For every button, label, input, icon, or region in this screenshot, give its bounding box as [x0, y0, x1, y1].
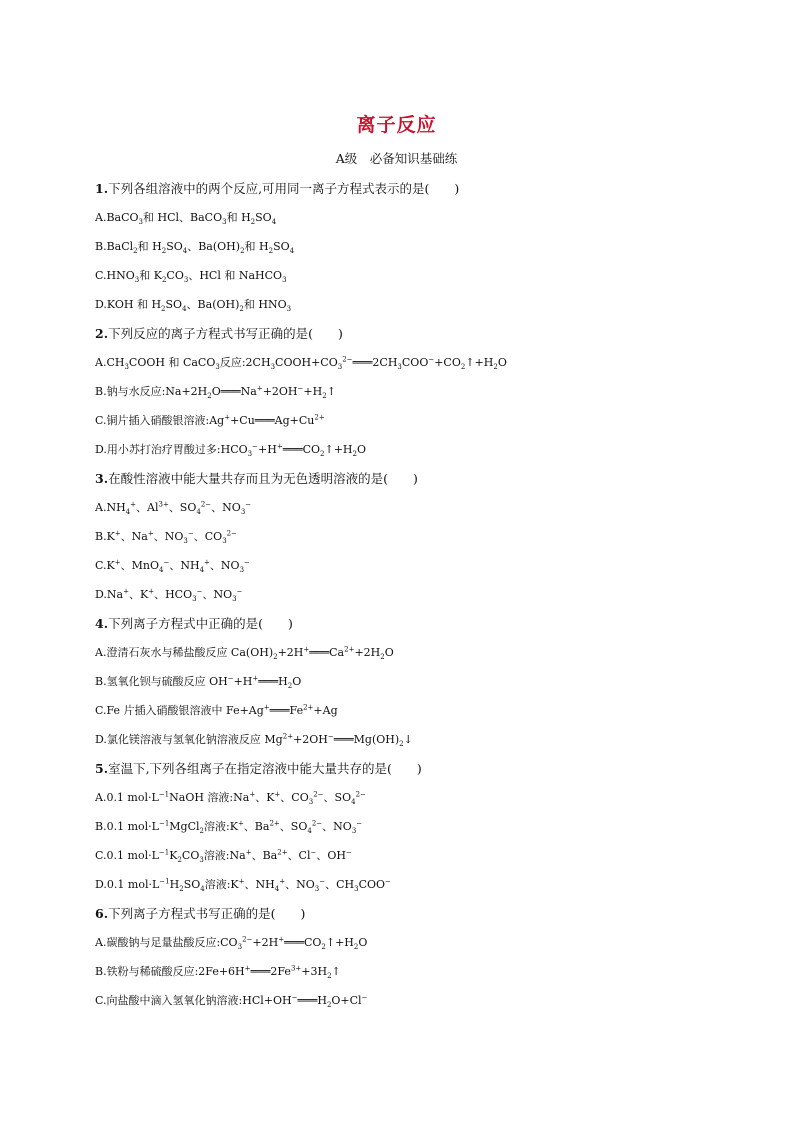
question-number: 6.: [95, 906, 109, 921]
question-stem: [95, 464, 735, 493]
question-text: 下列各组溶液中的两个反应,可用同一离子方程式表示的是( ): [108, 181, 460, 196]
answer-option: D.氯化镁溶液与氢氧化钠溶液反应 $Mg^{2+}+2OH^-═══Mg(OH)_2↓$: [95, 732, 413, 749]
answer-option: B.K+、Na+、$NO_3^-$、$CO_3^{2-}$: [95, 529, 237, 546]
answer-option: B.铁粉与稀硫酸反应$:2Fe+6H^+═══2Fe^{3+}+3H_2↑$: [95, 964, 341, 981]
answer-option: A.澄清石灰水与稀盐酸反应 $Ca(OH)_2+2H^+═══Ca^{2+}+2H_2O$: [95, 645, 394, 662]
question-text: 下列反应的离子方程式书写正确的是( ): [108, 326, 343, 341]
question-number: 5.: [95, 761, 109, 776]
question-list: [95, 174, 735, 1015]
question-number: 4.: [95, 616, 109, 631]
answer-option: D.0.1 $mol\cdot L^{-1}H_2SO_4$溶液:K+、$NH_4^+$、$NO_3^-$、$CH_3COO^-$: [95, 877, 391, 894]
question-stem: [95, 899, 735, 928]
question-text: 下列离子方程式中正确的是( ): [108, 616, 293, 631]
answer-option: C.0.1 $mol\cdot L^{-1}K_2CO_3$溶液:Na+、$Ba^{2+}$、Cl−、OH−: [95, 848, 352, 865]
answer-option: B.钠与水反应$:Na+2H_2O═══Na^++2OH^-+H_2↑$: [95, 384, 336, 401]
answer-option: D.Na+、K+、$HCO_3^-$、$NO_3^-$: [95, 587, 243, 604]
answer-option: $A.NH_4^+$、$Al^{3+}$、$SO_4^{2-}$、$NO_3^-$: [95, 500, 252, 517]
answer-option: A.碳酸钠与足量盐酸反应$:CO_3^{2-}+2H^+═══CO_2↑+H_2O$: [95, 935, 368, 952]
answer-option: B.0.1 $mol\cdot L^{-1}MgCl_2$溶液:K+、$Ba^{2+}$、$SO_4^{2-}$、$NO_3^-$: [95, 819, 363, 836]
question-stem: [95, 754, 735, 783]
answer-option: D.用小苏打治疗胃酸过多$:HCO_3^-+H^+═══CO_2↑+H_2O$: [95, 442, 367, 459]
answer-option: A.0.1 $mol\cdot L^{-1}NaOH$ 溶液:Na+、K+、$CO_3^{2-}$、$SO_4^{2-}$: [95, 790, 366, 807]
answer-option: A.BaCO$_3$和 HCl、BaCO$_3$和 $H_2SO_4$: [95, 211, 277, 227]
answer-option: C.Fe 片插入硝酸银溶液中 $Fe+Ag^+═══Fe^{2+}+Ag$: [95, 703, 338, 717]
answer-option: B.氢氧化钡与硫酸反应 $OH^-+H^+═══H_2O$: [95, 674, 302, 691]
document-title: 离子反应: [356, 114, 437, 136]
question-text: 室温下,下列各组离子在指定溶液中能大量共存的是( ): [108, 761, 422, 776]
question-number: 1.: [95, 181, 109, 196]
question-number: 3.: [95, 471, 109, 486]
answer-option: C.铜片插入硝酸银溶液$:Ag^++Cu═══Ag+Cu^{2+}$: [95, 413, 325, 427]
question-stem: [95, 609, 735, 638]
answer-option: $A.CH_3COOH$ 和 CaCO$_3$反应$:2CH_3COOH+CO_3^{2-}═══2CH_3COO^-+CO_2↑+H_2O$: [95, 355, 507, 372]
answer-option: $C.HNO_3$和 $K_2CO_3$、HCl 和 NaHCO$_3$: [95, 269, 287, 285]
answer-option: D.KOH 和 $H_2SO_4$、$Ba(OH)_2$和 $HNO_3$: [95, 298, 292, 314]
question-stem: [95, 174, 735, 203]
question-number: 2.: [95, 326, 109, 341]
section-subtitle: A级 必备知识基础练: [335, 151, 458, 166]
answer-option: C.K+、MnO$_4$−、$NH_4^+$、$NO_3^-$: [95, 558, 250, 575]
question-text: 在酸性溶液中能大量共存而且为无色透明溶液的是( ): [108, 471, 418, 486]
question-text: 下列离子方程式书写正确的是( ): [108, 906, 306, 921]
answer-option: B.BaCl$_2$和 $H_2SO_4$、$Ba(OH)_2$和 $H_2SO_4$: [95, 240, 295, 256]
answer-option: C.向盐酸中滴入氢氧化钠溶液$:HCl+OH^-═══H_2O+Cl^-$: [95, 993, 368, 1010]
question-stem: [95, 319, 735, 348]
